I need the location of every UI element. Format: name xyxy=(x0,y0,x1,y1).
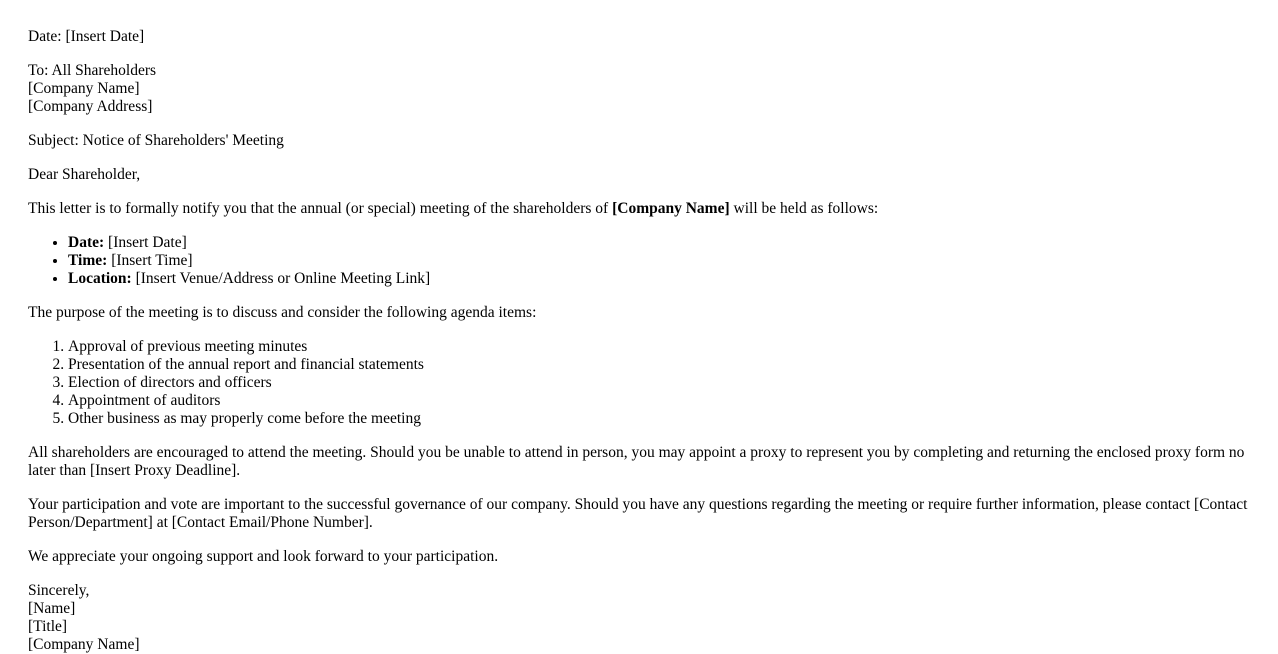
detail-label: Date: xyxy=(68,234,105,251)
intro-text-before: This letter is to formally notify you that the annual (or special) meeting of the shareholders of xyxy=(28,200,613,217)
agenda-item: 5. Other business as may properly come before the meeting xyxy=(68,410,1250,428)
date-line: Date: [Insert Date] xyxy=(28,28,145,45)
agenda-item: 3. Election of directors and officers xyxy=(68,374,1250,392)
detail-item-date xyxy=(68,234,1250,252)
detail-value: [Insert Date] xyxy=(104,234,187,251)
subject-line: Subject: Notice of Shareholders' Meeting xyxy=(28,132,284,149)
participation-paragraph: Your participation and vote are important to the successful governance of our company. Should you have any questions regarding the meeting or require further information, please contact [Contact Person/Department] at [Contact Email/Phone Number]. xyxy=(28,496,1248,531)
signature-title: [Title] xyxy=(28,618,68,635)
signature-company: [Company Name] xyxy=(28,636,140,653)
intro-company-name: [Company Name] xyxy=(612,200,730,217)
detail-item-time xyxy=(68,252,1250,270)
signature-name: [Name] xyxy=(28,600,76,617)
recipient-company-address: [Company Address] xyxy=(28,98,153,115)
agenda-item: 2. Presentation of the annual report and financial statements xyxy=(68,356,1250,374)
attendance-paragraph: All shareholders are encouraged to attend the meeting. Should you be unable to attend in person, you may appoint a proxy to represent you by completing and returning the enclosed proxy form no later than [Insert Proxy Deadline]. xyxy=(28,444,1245,479)
recipient-block xyxy=(28,62,1250,116)
detail-value: [Insert Time] xyxy=(107,252,193,269)
purpose-paragraph: The purpose of the meeting is to discuss and consider the following agenda items: xyxy=(28,304,537,321)
detail-item-location xyxy=(68,270,1250,288)
agenda-list xyxy=(28,338,1250,428)
agenda-item: 4. Appointment of auditors xyxy=(68,392,1250,410)
salutation: Dear Shareholder, xyxy=(28,166,141,183)
intro-text-after: will be held as follows: xyxy=(729,200,879,217)
meeting-details-list xyxy=(28,234,1250,288)
recipient-to: To: All Shareholders xyxy=(28,62,157,79)
intro-paragraph xyxy=(28,200,1250,218)
agenda-item: 1. Approval of previous meeting minutes xyxy=(68,338,1250,356)
detail-label: Location: xyxy=(68,270,132,287)
signature-closing: Sincerely, xyxy=(28,582,90,599)
detail-value: [Insert Venue/Address or Online Meeting Link] xyxy=(131,270,431,287)
recipient-company-name: [Company Name] xyxy=(28,80,140,97)
signature-block xyxy=(28,582,1250,654)
appreciation-paragraph: We appreciate your ongoing support and look forward to your participation. xyxy=(28,548,499,565)
detail-label: Time: xyxy=(68,252,108,269)
